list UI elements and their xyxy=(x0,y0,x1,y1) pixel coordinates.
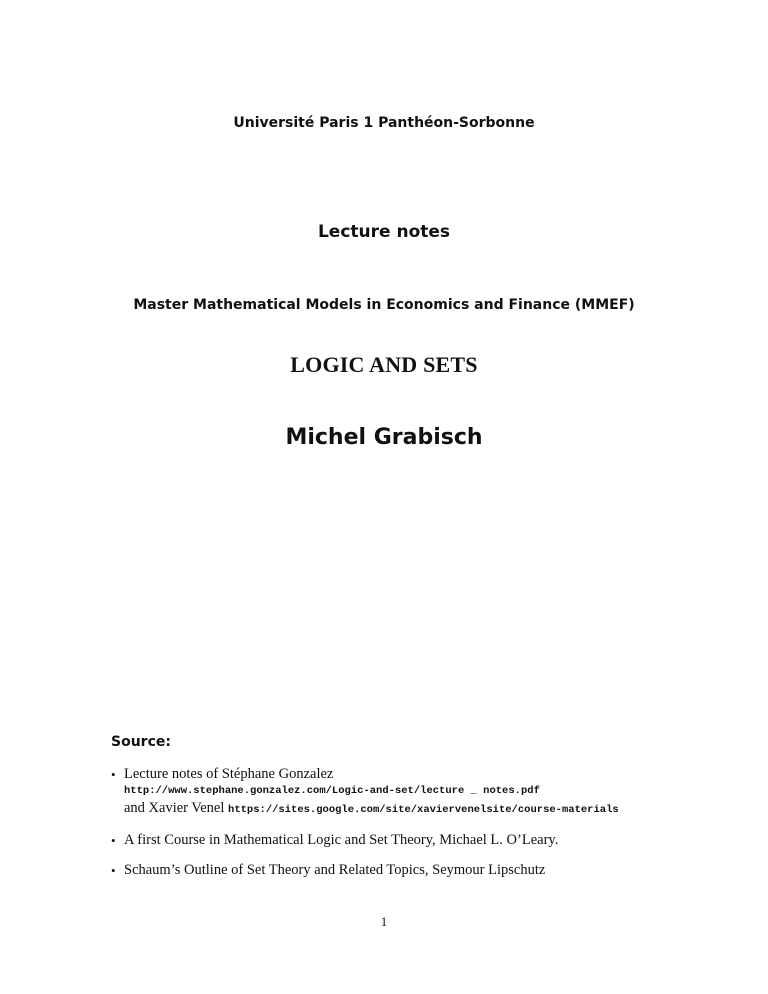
source-list xyxy=(111,766,671,892)
source-connector-text: and Xavier Venel xyxy=(124,800,225,816)
list-item xyxy=(111,832,671,849)
source-url2-link[interactable]: https://sites.google.com/site/xaviervenelsite/course-materials xyxy=(228,804,619,816)
author-name: Michel Grabisch xyxy=(285,425,483,450)
document-title: LOGIC AND SETS xyxy=(290,352,478,377)
list-item xyxy=(111,766,671,819)
bullet-icon: • xyxy=(111,833,116,848)
source-text: A first Course in Mathematical Logic and Set Theory, Michael L. O’Leary. xyxy=(124,832,559,848)
source-url-link[interactable]: http://www.stephane.gonzalez.com/Logic-and-set/lecture _ notes.pdf xyxy=(124,785,540,797)
source-text: Lecture notes of Stéphane Gonzalez xyxy=(124,766,334,782)
list-item xyxy=(111,862,671,879)
university-name: Université Paris 1 Panthéon-Sorbonne xyxy=(233,115,535,131)
page-number: 1 xyxy=(380,914,388,929)
document-type: Lecture notes xyxy=(317,222,451,242)
source-text: Schaum’s Outline of Set Theory and Related Topics, Seymour Lipschutz xyxy=(124,862,546,878)
program-name: Master Mathematical Models in Economics and Finance (MMEF) xyxy=(133,297,635,313)
bullet-icon: • xyxy=(111,863,116,878)
source-heading: Source: xyxy=(111,734,171,750)
bullet-icon: • xyxy=(111,767,116,782)
